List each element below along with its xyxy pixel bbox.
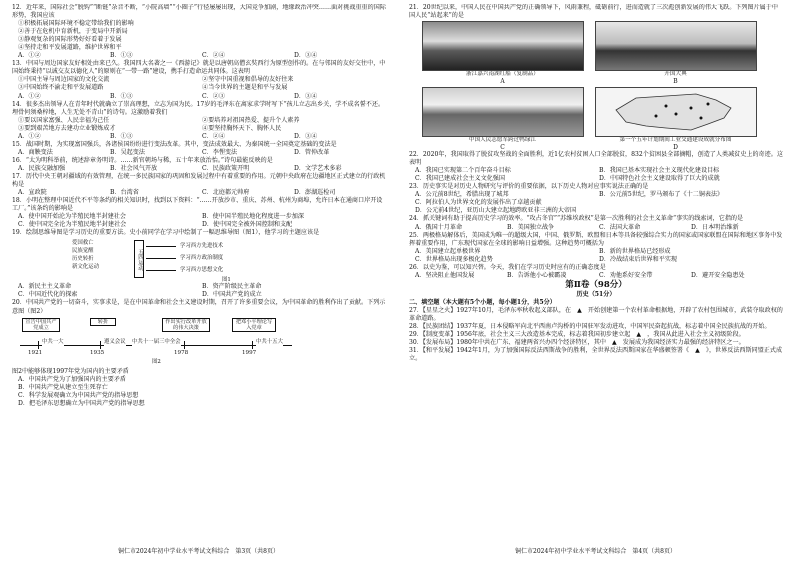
question-20-choice-d[interactable]: D．把毛泽东思想确立为中国共产党的指导思想 xyxy=(18,399,145,407)
question-20-choice-a[interactable]: A．中国共产党为了加强国内的主要矛盾 xyxy=(18,375,126,383)
choice-b[interactable]: B．①③ xyxy=(110,52,133,60)
choice-a[interactable]: A．公元前8世纪，希腊出现了城邦 xyxy=(415,191,509,199)
question-18-stem: 18．小明在整理中国近代不平等条约的相关知识时，找到以下资料：“……开放沙市、重庆、苏州、杭州为商埠，允许日本在通商口岸开设工厂。”该条约的影响是 xyxy=(12,197,383,213)
choice-d[interactable]: D．管仲改革 xyxy=(294,148,330,156)
choice-b[interactable]: B．台湾省 xyxy=(110,189,139,197)
photo-letter: B xyxy=(673,78,678,86)
photo-letter: D xyxy=(673,144,678,152)
timeline-tick xyxy=(100,341,101,349)
choice-c[interactable]: C．中国近代化的探索 xyxy=(18,291,78,299)
question-12-options-row2 xyxy=(18,28,386,36)
choice-a[interactable]: A．新民主主义革命 xyxy=(18,283,72,291)
question-20-choice-b[interactable]: B．中国共产党从建立至生死存亡 xyxy=(18,383,108,391)
choice-a[interactable]: A．商鞅变法 xyxy=(18,148,53,156)
timeline-event: 中共一大 xyxy=(42,338,64,345)
timeline-box: 宣告中国共产党成立 xyxy=(22,318,60,332)
choice-d[interactable]: D．③④ xyxy=(294,132,318,140)
question-26-choices xyxy=(415,272,783,280)
founding-ceremony-photo xyxy=(595,21,757,71)
figure-2-caption: 图2 xyxy=(152,358,161,365)
choice-d[interactable]: D．中国特色社会主义建设取得了巨大的成就 xyxy=(599,175,720,183)
choice-d[interactable]: D．中国共产党的成立 xyxy=(202,291,262,299)
question-12-option: ②善于在危机中育新机，于变局中开新局 xyxy=(18,28,128,36)
figure-1-caption: 图1 xyxy=(222,277,231,284)
choice-c[interactable]: C．②③ xyxy=(202,92,225,100)
photo-caption: 开国大典 xyxy=(664,71,687,78)
timeline-year: 1978 xyxy=(174,349,189,356)
choice-c[interactable]: C．世界格局出现多极化趋势 xyxy=(415,255,493,263)
question-19-stem: 19．绘制思维导图是学习历史的重要方法。史小前同学在学习中绘制了一幅思维导图（图1），他学习的主题应该是 xyxy=(12,229,320,237)
question-14-options-row2 xyxy=(18,125,386,133)
timeline-tick xyxy=(252,341,253,349)
section-subject: 历史（51分） xyxy=(576,290,616,298)
mind-map-figure-1 xyxy=(72,238,386,282)
choice-a[interactable]: A．俄国十月革命 xyxy=(415,223,463,231)
mind-map-left-label: 民族觉醒 xyxy=(72,248,94,255)
mind-map-left-label: 历史转折 xyxy=(72,256,94,263)
choice-a[interactable]: A．我国已实现第二个百年奋斗目标 xyxy=(415,167,511,175)
china-map-icon xyxy=(596,88,756,136)
left-sheet xyxy=(12,4,386,549)
mind-map-arrow xyxy=(146,258,176,259)
choice-b[interactable]: B．使中国半殖民地化程度进一步加深 xyxy=(202,213,304,221)
choice-a[interactable]: A．坚决阻止他国发展 xyxy=(415,271,475,279)
photo-d[interactable] xyxy=(592,87,759,151)
question-20-choice-c[interactable]: C．科学发展观确立为中国共产党的指导思想 xyxy=(18,391,139,399)
question-12-stem: 12．近年来，国际社会“脱钩”“断链”杂音不断，“小院高墙”“小圈子”行径屡屡出现，大国竞争加剧，地缘政治冲突……面对挑战重重的国际形势，我国应该 xyxy=(12,4,386,20)
question-13-choices xyxy=(18,93,386,101)
choice-c[interactable]: C．阿拉伯人为世界文化的发展作出了卓越贡献 xyxy=(415,199,542,207)
choice-d[interactable]: D．③④ xyxy=(294,92,318,100)
question-17-stem: 17．历代中央王朝对疆域的有效管理，在统一多民族国家的巩固和发展过程中有着重要的作用。元朝中央政府在边疆地区正式建立的行政机构是 xyxy=(12,172,386,189)
question-13-option: ②坚守中国重视和倡导的友好往来 xyxy=(202,76,294,84)
choice-c[interactable]: C．北庭都元帅府 xyxy=(202,189,250,197)
question-14-option: ③要到艰苦地方去建功立业锻炼成才 xyxy=(18,124,116,132)
fill-question-28[interactable]: 28．【民族团结】1937年夏，日本侵略军向北平西南卢沟桥的中国驻军发动进攻，中国军民奋起抗战，标志着中国全民族抗战的开始。 xyxy=(409,323,771,331)
choice-b[interactable]: B．①③ xyxy=(110,132,133,140)
choice-a[interactable]: A．①② xyxy=(18,132,41,140)
question-25-choices-row1 xyxy=(415,248,783,256)
timeline-event: 遵义会议 xyxy=(104,338,126,345)
question-13-options-row2 xyxy=(18,84,386,92)
choice-d[interactable]: D．使中国完全被外国控制和支配 xyxy=(202,221,293,229)
mind-map-right-label: 学习西方思想文化 xyxy=(180,267,224,274)
timeline-figure-2 xyxy=(12,318,386,368)
choice-b[interactable]: B．我国已基本实现社会主义现代化建设目标 xyxy=(599,167,720,175)
question-15-stem: 15．战国时期，为实现富国强兵，各诸侯国纷纷进行变法改革。其中，变法成效最大、为秦国统一全国奠定基础的变法是 xyxy=(12,140,337,148)
page-footer-right: 铜仁市2024年初中学业水平考试文科综合 第4页（共8页） xyxy=(515,548,676,555)
question-14-options-row1 xyxy=(18,117,386,125)
question-14-option: ①要以国家富强、人民幸福为己任 xyxy=(18,116,110,124)
photo-letter: A xyxy=(500,78,505,86)
timeline-year: 1997 xyxy=(242,349,257,356)
photo-caption: 第一个五年计划期间工业交通建设成就分布图 xyxy=(619,137,732,144)
fill-question-29[interactable]: 29．【制度变革】1956年底，社会主义三大改造基本完成，标志着我国初步建立起 ▲ ，我国从此进入社会主义初级阶段。 xyxy=(409,331,745,339)
choice-c[interactable]: C．②④ xyxy=(202,52,225,60)
question-21-stem: 21．20世纪以来，中国人民在中国共产党的正确领导下，风雨兼程，砥砺前行，进而造就了三次彪创新发展的伟大飞跃。下列图片属于中国人民“站起来”的是 xyxy=(409,4,778,20)
choice-a[interactable]: A．美国建立起单极世界 xyxy=(415,247,481,255)
fill-in-header: 二、填空题（本大题有5个小题，每小题1分，共5分） xyxy=(409,298,556,306)
timeline-tick xyxy=(184,341,185,349)
photo-caption: 浙江嘉兴南湖红船（复制品） xyxy=(466,71,539,78)
choice-b[interactable]: B．资产阶级民主革命 xyxy=(202,283,262,291)
choice-c[interactable]: C．使中国完全沦为半殖民地半封建社会 xyxy=(18,221,127,229)
question-13-stem: 13．中国与周边国家友好相处由来已久。我国四大名著之一《西游记》就是以唐朝高僧玄奘西行为原型创作的。在与邻国的友好交往中，中国始终秉持“以诚交友以德化人”的原则在“一带一路”建设，携手打造命运共同体。这表明 xyxy=(12,60,386,76)
question-24-stem: 24．抓关键词有助于提高历史学习的效率。“攻占冬宫”“苏维埃政权”是第一次胜利的社会主义革命“事实的线索词，它指的是 xyxy=(409,215,744,223)
choice-d[interactable]: D．日本明治维新 xyxy=(691,223,739,231)
mind-map-left-label: 爱国救亡 xyxy=(72,240,94,247)
choice-a[interactable]: A．①② xyxy=(18,92,41,100)
question-13-option: ③中国始终不渝走和平发展道路 xyxy=(18,84,104,92)
photo-letter: C xyxy=(500,144,505,152)
mind-map-right-label: 学习西方政治制度 xyxy=(180,255,224,262)
question-24-choices xyxy=(415,224,783,232)
choice-c[interactable]: C．②④ xyxy=(202,132,225,140)
page-footer-left: 铜仁市2024年初中学业水平考试文科综合 第3页（共8页） xyxy=(118,548,279,555)
section-title: 第Ⅱ卷（98分） xyxy=(565,279,627,290)
exam-page-4 xyxy=(397,0,794,561)
photo-b[interactable] xyxy=(592,21,759,85)
timeline-year: 1935 xyxy=(90,349,105,356)
photo-caption: 中国人民志愿军跨过鸭绿江 xyxy=(468,137,537,144)
question-16-choices xyxy=(18,165,386,173)
choice-c[interactable]: C．我国已建成社会主义文化强国 xyxy=(415,175,505,183)
choice-d[interactable]: D．③④ xyxy=(294,52,318,60)
question-25-stem: 25．两极格局解体后，美国成为唯一的超级大国，中国、俄罗斯、欧盟和日本等具备较强综合实力的国家或国家联盟在国际和地区事务中发挥着重要作用，广东现代国家在全球的影响日益增强。这种趋势可概括为 xyxy=(409,231,783,247)
choice-a[interactable]: A．民族交融加强 xyxy=(18,164,66,172)
yalu-river-bridge-photo xyxy=(422,87,584,137)
timeline-box: 转折 xyxy=(90,318,116,326)
choice-b[interactable]: B．①③ xyxy=(110,92,133,100)
choice-b[interactable]: B．公元前5世纪，罗马颁布了《十二铜表法》 xyxy=(599,191,724,199)
choice-c[interactable]: C．民族政策开明 xyxy=(202,164,250,172)
mind-map-left-label: 新文化运动 xyxy=(72,264,99,271)
choice-a[interactable]: A．①② xyxy=(18,52,41,60)
timeline-tick xyxy=(38,341,39,349)
question-14-choices xyxy=(18,133,386,141)
timeline-event: 中共十一届三中全会 xyxy=(132,338,181,345)
timeline-year: 1921 xyxy=(28,349,43,356)
question-13-option: ④当今世界的主题是和平与发展 xyxy=(202,84,288,92)
red-boat-photo xyxy=(422,21,584,71)
photo-a[interactable] xyxy=(419,21,586,85)
question-25-choices-row2 xyxy=(415,256,783,264)
timeline-event: 中共十五大 xyxy=(256,338,283,345)
mind-map-center: 五四运动 xyxy=(134,240,144,278)
choice-c[interactable]: C．劝他系好安全带 xyxy=(599,271,653,279)
question-14-stem: 14．很多杰出领导人在青年时代就确立了崇高理想，立志为国为民。17岁的毛泽东在离家求学时写下“孩儿立志出乡关，学不成名誓不还。埋骨何须桑梓地，人生无处不青山”的诗句。这激励着我们 xyxy=(12,100,385,116)
choice-b[interactable]: B．告诉他小心被霸凌 xyxy=(507,271,567,279)
question-13-option: ①中国主导与周边国家的文化交流 xyxy=(18,76,110,84)
question-21-photos xyxy=(419,21,759,151)
choice-d[interactable]: D．冷战结束后世界和平实现 xyxy=(599,255,678,263)
timeline-box: 把邓小平理论写入党章 xyxy=(232,318,276,332)
choice-d[interactable]: D．公元前4世纪，亚历山大建立起地跨欧亚非三洲的大帝国 xyxy=(415,207,577,215)
question-12-option: ④坚持走和平发展道路，维护世界和平 xyxy=(18,44,122,52)
choice-b[interactable]: B．美国独立战争 xyxy=(507,223,555,231)
fill-question-30[interactable]: 30．【发展布局】1980年中共在广东、福建两省兴办四个经济特区，其中 ▲ 发展成为我国经济实力最强的经济特区之一。 xyxy=(409,339,745,347)
choice-c[interactable]: C．李悝变法 xyxy=(202,148,238,156)
question-22-stem: 22．2020年，我国取得了脱贫攻坚战的全面胜利，近1亿农村贫困人口全部脱贫，832个贫困县全部摘帽，创造了人类减贫史上的奇迹。这表明 xyxy=(409,151,783,167)
choice-b[interactable]: B．吴起变法 xyxy=(110,148,145,156)
photo-c[interactable] xyxy=(419,87,586,151)
question-20-sub: 图2中能够体现1997年党为国内的主要矛盾 xyxy=(12,367,129,375)
mind-map-arrow xyxy=(146,246,176,247)
question-15-choices xyxy=(18,149,386,157)
question-12-option: ①积极拓展国际环境不稳定带给我们的影响 xyxy=(18,20,134,28)
choice-c[interactable]: C．法国大革命 xyxy=(599,223,641,231)
question-20-stem: 20．中国共产党的一切奋斗，实事求是，是在中国革命和社会主义建设时期，召开了许多重要会议，为中国革命的胜利作出了贡献。下列示意图（图2） xyxy=(12,299,386,315)
question-23-stem: 23．历史事实是对历史人物研究与评价的重要依据，以下历史人物对应事实说法正确的是 xyxy=(409,183,649,191)
mind-map-arrow xyxy=(146,270,176,271)
question-14-option: ④要坚持胸怀天下、胸怀人民 xyxy=(202,124,282,132)
question-16-stem: 16．“太为明科举前，统述辞章务明诗。……新官朝场与稀，五十年来放治怡。”诗句最能反映的是 xyxy=(12,156,273,164)
timeline-box: 作出实行改革开放的伟大决策 xyxy=(162,318,210,332)
question-17-choices xyxy=(18,189,386,197)
fill-question-31[interactable]: 31．【和平发展】1942年1月，为了加强国际反法西斯战争的胜利，全世界反法西斯国家在华盛顿签署《 ▲ 》，世界反法西斯同盟正式成立。 xyxy=(409,347,783,363)
question-12-options-row1 xyxy=(18,20,386,28)
right-sheet xyxy=(409,4,783,549)
choice-d[interactable]: D．避开安全隐患处 xyxy=(691,271,745,279)
question-26-stem: 26．以史为鉴，可以知兴替。今天，我们在学习历史时应有的正确态度是 xyxy=(409,263,606,271)
mind-map-right-label: 学习西方先进技术 xyxy=(180,243,224,250)
choice-d[interactable]: D．文学艺术多彩 xyxy=(294,164,342,172)
choice-a[interactable]: A．使中国开始沦为半殖民地半封建社会 xyxy=(18,213,126,221)
question-12-option: ③静观复杂的国际形势好好看着于发展 xyxy=(18,36,122,44)
china-map-image xyxy=(595,87,757,137)
choice-d[interactable]: D．澎湖巡检司 xyxy=(294,189,336,197)
choice-a[interactable]: A．宣政院 xyxy=(18,189,47,197)
choice-b[interactable]: B．社会风气开放 xyxy=(110,164,158,172)
question-14-option: ②要培养对祖国热爱、提升个人素养 xyxy=(202,116,300,124)
choice-b[interactable]: B．新的世界格局已经形成 xyxy=(599,247,671,255)
fill-question-27[interactable]: 27．【星星之火】1927年10月，毛泽东率秋收起义部队，在 ▲ 开始创建第一个农村革命根据地，开辟了农村包围城市，武装夺取政权的革命道路。 xyxy=(409,306,783,322)
